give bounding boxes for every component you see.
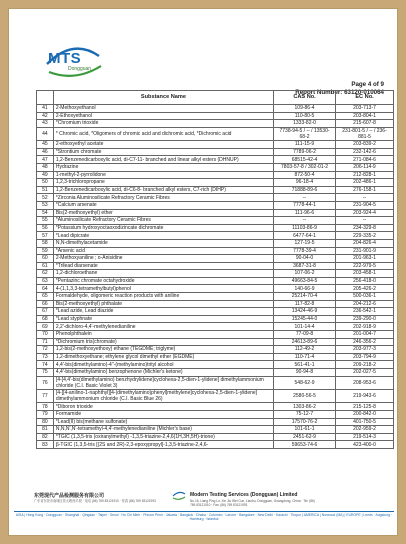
table-row xyxy=(37,300,394,308)
row-number: 49 xyxy=(37,171,54,179)
table-row xyxy=(37,369,394,377)
ec-number: 202-959-2 xyxy=(336,426,394,434)
table-row xyxy=(37,194,394,202)
cas-number: 7778-39-4 xyxy=(274,247,336,255)
table-row xyxy=(37,209,394,217)
row-number: 61 xyxy=(37,262,54,270)
table-row xyxy=(37,232,394,240)
header-substance: Substance Name xyxy=(53,91,273,105)
table-row xyxy=(37,171,394,179)
ec-number: 271-084-6 xyxy=(336,156,394,164)
substance-name: 2,2'-dichloro-4,4'-methylenedianiline xyxy=(53,323,273,331)
table-row xyxy=(37,433,394,441)
row-number: 56 xyxy=(37,224,54,232)
ec-number: 215-607-8 xyxy=(336,120,394,128)
footer-company-en: Modern Testing Services (Dongguan) Limited xyxy=(190,492,298,498)
table-row xyxy=(37,186,394,194)
table-row xyxy=(37,376,394,389)
substance-name: 1,2-dichloroethane xyxy=(53,270,273,278)
row-number: 41 xyxy=(37,105,54,113)
table-row xyxy=(37,255,394,263)
cas-number: 872-50-4 xyxy=(274,171,336,179)
cas-number: 75-12-7 xyxy=(274,411,336,419)
cas-number: 71888-89-6 xyxy=(274,186,336,194)
cas-number: 15245-44-0 xyxy=(274,315,336,323)
row-number: 51 xyxy=(37,186,54,194)
cas-number: 110-71-4 xyxy=(274,353,336,361)
ec-number: 236-542-1 xyxy=(336,308,394,316)
row-number: 60 xyxy=(37,255,54,263)
row-number: 79 xyxy=(37,411,54,419)
cas-number: 6477-64-1 xyxy=(274,232,336,240)
table-row xyxy=(37,426,394,434)
ec-number: 231-904-5 xyxy=(336,201,394,209)
cas-number: 2451-62-9 xyxy=(274,433,336,441)
report-number: Report Number: 63120-010064 xyxy=(295,88,384,96)
ec-number: 246-356-2 xyxy=(336,338,394,346)
row-number: 83 xyxy=(37,441,54,449)
ec-number: 201-004-7 xyxy=(336,331,394,339)
table-header-row xyxy=(37,91,394,105)
table-row xyxy=(37,323,394,331)
table-row xyxy=(37,390,394,403)
footer-offices: ASIA | Hong Kong · Dongguan · Shanghai · Qingdao · Taipei · Seoul · Ho Chi Minh · Phnom Penh · Jakarta · Bangkok · Dhaka · Colombo · Lahore · Bangalore · New Delhi · Karachi · Tirupur | AMERICA | Norwood (MA) | EUROPE | Leeds · Augsburg · Hamburg · Istanbul xyxy=(15,513,393,522)
table-row xyxy=(37,441,394,449)
cas-number: 13424-46-9 xyxy=(274,308,336,316)
substance-name: *Diboron trioxide xyxy=(53,403,273,411)
cas-number: 49663-84-5 xyxy=(274,277,336,285)
header-cas: CAS No. xyxy=(274,91,336,105)
cas-number: 68515-42-4 xyxy=(274,156,336,164)
table-row xyxy=(37,315,394,323)
ec-number: 401-750-5 xyxy=(336,418,394,426)
row-number: 76 xyxy=(37,376,54,389)
substance-name: N,N-dimethylacetamide xyxy=(53,239,273,247)
substance-name: 1,2-Benzenedicarboxylic acid, di-C7-11- branched and linear alkyl esters (DHNUP) xyxy=(53,156,273,164)
row-number: 46 xyxy=(37,148,54,156)
row-number: 48 xyxy=(37,163,54,171)
footer-logo-icon xyxy=(172,490,186,500)
row-number: 65 xyxy=(37,293,54,301)
substance-name: 2-Ethoxyethanol xyxy=(53,112,273,120)
ec-number: 203-804-1 xyxy=(336,112,394,120)
row-number: 58 xyxy=(37,239,54,247)
substance-name: Hydrazine xyxy=(53,163,273,171)
ec-number: 256-418-0 xyxy=(336,277,394,285)
table-row xyxy=(37,148,394,156)
cas-number: 111-96-6 xyxy=(274,209,336,217)
row-number: 74 xyxy=(37,361,54,369)
cas-number: 111-15-9 xyxy=(274,141,336,149)
cas-number: 110-80-5 xyxy=(274,112,336,120)
table-row xyxy=(37,262,394,270)
row-number: 66 xyxy=(37,300,54,308)
substance-name: [4-[[4-anilino-1-naphthyl][4-(dimethylamino)phenyl]methylene]cyclohexa-2,5-dien-1-ylidene] dimethylammonium chloride (C.I. Basic Blue 26) xyxy=(53,390,273,403)
ec-number: 231-901-9 xyxy=(336,247,394,255)
cas-number: 77-09-8 xyxy=(274,331,336,339)
cas-number: 117-82-8 xyxy=(274,300,336,308)
substance-name: 1,2-Benzenedicarboxylic acid, di-C6-8- branched alkyl esters, C7-rich (DIHP) xyxy=(53,186,273,194)
ec-number: 219-514-3 xyxy=(336,433,394,441)
cas-number: 127-19-5 xyxy=(274,239,336,247)
page-number: Page 4 of 9 xyxy=(351,81,384,88)
substance-name: *Chromium trioxide xyxy=(53,120,273,128)
ec-number: 423-400-0 xyxy=(336,441,394,449)
ec-number: 212-828-1 xyxy=(336,171,394,179)
substance-name: 2-Methoxyaniline ; o-Anisidine xyxy=(53,255,273,263)
table-body xyxy=(37,105,394,449)
row-number: 53 xyxy=(37,201,54,209)
row-number: 77 xyxy=(37,390,54,403)
logo-subtitle: Dongguan xyxy=(68,66,92,72)
cas-number: 112-49-2 xyxy=(274,346,336,354)
row-number: 57 xyxy=(37,232,54,240)
ec-number: 215-125-8 xyxy=(336,403,394,411)
row-number: 59 xyxy=(37,247,54,255)
row-number: 44 xyxy=(37,127,54,140)
cas-number: 11103-86-9 xyxy=(274,224,336,232)
ec-number: 206-114-9 xyxy=(336,163,394,171)
substance-table xyxy=(36,90,394,449)
ec-number: 500-036-1 xyxy=(336,293,394,301)
table-row xyxy=(37,346,394,354)
ec-number: 202-486-1 xyxy=(336,179,394,187)
substance-name: Formaldehyde, oligomeric reaction products with aniline xyxy=(53,293,273,301)
table-row xyxy=(37,308,394,316)
substance-name: * Chromic acid, *Oligomers of chromic acid and dichromic acid, *Dichromic acid xyxy=(53,127,273,140)
cas-number: 24613-89-6 xyxy=(274,338,336,346)
row-number: 82 xyxy=(37,433,54,441)
row-number: 55 xyxy=(37,217,54,225)
cas-number: 101-14-4 xyxy=(274,323,336,331)
substance-name: Bis(2-methoxyethyl) phthalate xyxy=(53,300,273,308)
row-number: 42 xyxy=(37,112,54,120)
cas-number: 25214-70-4 xyxy=(274,293,336,301)
ec-number: 222-979-5 xyxy=(336,262,394,270)
substance-name: 1,2-bis(2-methoxyethoxy) ethane (TEGDME; triglyme) xyxy=(53,346,273,354)
ec-number: 231-801-5 / -- / 236-881-5 xyxy=(336,127,394,140)
table-row xyxy=(37,239,394,247)
table-row xyxy=(37,201,394,209)
table-row xyxy=(37,418,394,426)
substance-name: 4,4'-bis(dimethylamino) benzophenone (Michler's ketone) xyxy=(53,369,273,377)
ec-number: 209-218-2 xyxy=(336,361,394,369)
ec-number: 208-953-6 xyxy=(336,376,394,389)
ec-number: 204-212-6 xyxy=(336,300,394,308)
substance-name: 4-(1,1,3,3-tetramethylbutyl)phenol xyxy=(53,285,273,293)
table-row xyxy=(37,127,394,140)
cas-number: 17570-76-2 xyxy=(274,418,336,426)
substance-name: *Dichromium tris(chromate) xyxy=(53,338,273,346)
cas-number: 1303-86-2 xyxy=(274,403,336,411)
substance-name: *Trilead diarsenate xyxy=(53,262,273,270)
substance-name: 1-methyl-2-pyrrolidone xyxy=(53,171,273,179)
substance-name: Bis(2-methoxyethyl) ether xyxy=(53,209,273,217)
substance-name: N,N,N',N'-tetramethyl-4,4'-methylenedianiline (Michler's base) xyxy=(53,426,273,434)
table-row xyxy=(37,224,394,232)
substance-name: 4,4'-bis(dimethylamino)-4''-(methylamino)trityl alcohol xyxy=(53,361,273,369)
ec-number: 202-918-9 xyxy=(336,323,394,331)
cas-number: 7778-44-1 xyxy=(274,201,336,209)
cas-number: 7803-57-8 / 302-01-2 xyxy=(274,163,336,171)
substance-name: 1,2,3-trichloropropane xyxy=(53,179,273,187)
ec-number: 205-426-2 xyxy=(336,285,394,293)
table-row xyxy=(37,338,394,346)
substance-name: *Zirconia Aluminosilicate Refractory Ceramic Fibres xyxy=(53,194,273,202)
cas-number: 101-61-1 xyxy=(274,426,336,434)
row-number: 47 xyxy=(37,156,54,164)
row-number: 78 xyxy=(37,403,54,411)
ec-number: 203-977-3 xyxy=(336,346,394,354)
table-row xyxy=(37,247,394,255)
header-no xyxy=(37,91,54,105)
cas-number: 548-62-9 xyxy=(274,376,336,389)
row-number: 45 xyxy=(37,141,54,149)
substance-name: Formamide xyxy=(53,411,273,419)
substance-name: 2-Methoxyethanol xyxy=(53,105,273,113)
table-row xyxy=(37,285,394,293)
table-row xyxy=(37,270,394,278)
ec-number: 229-335-2 xyxy=(336,232,394,240)
table-row xyxy=(37,163,394,171)
substance-name: 2-ethoxyethyl acetate xyxy=(53,141,273,149)
substance-name: [4-[4,4'-bis(dimethylamino) benzhydrylidene]cyclohexa-2,5-dien-1-ylidene] dimethylammonium chloride (C.I. Basic Violet 3) xyxy=(53,376,273,389)
substance-name: Phenolphthalein xyxy=(53,331,273,339)
substance-name: *Lead(II) bis(methane sulfonate) xyxy=(53,418,273,426)
table-row xyxy=(37,217,394,225)
ec-number: -- xyxy=(336,217,394,225)
row-number: 72 xyxy=(37,346,54,354)
ec-number: 203-713-7 xyxy=(336,105,394,113)
row-number: 80 xyxy=(37,418,54,426)
cas-number: 3687-31-8 xyxy=(274,262,336,270)
ec-number: 232-142-6 xyxy=(336,148,394,156)
substance-name: *Calcium arsenate xyxy=(53,201,273,209)
cas-number: 2580-56-5 xyxy=(274,390,336,403)
table-row xyxy=(37,403,394,411)
ec-number: 203-924-4 xyxy=(336,209,394,217)
substance-name: *Lead dipicrate xyxy=(53,232,273,240)
cas-number: 90-94-8 xyxy=(274,369,336,377)
table-row xyxy=(37,411,394,419)
header-ec: EC No. xyxy=(336,91,394,105)
substance-name: *Arsenic acid xyxy=(53,247,273,255)
row-number: 73 xyxy=(37,353,54,361)
row-number: 54 xyxy=(37,209,54,217)
table-row xyxy=(37,353,394,361)
substance-name: *TGIC (1,3,5-tris (oxiranylmethyl) -1,3,5-triazine-2,4,6(1H,3H,5H)-trione) xyxy=(53,433,273,441)
cas-number: 107-06-2 xyxy=(274,270,336,278)
ec-number: 234-329-8 xyxy=(336,224,394,232)
cas-number: -- xyxy=(274,217,336,225)
substance-name: *Lead styphnate xyxy=(53,315,273,323)
row-number: 52 xyxy=(37,194,54,202)
ec-number: 201-963-1 xyxy=(336,255,394,263)
row-number: 64 xyxy=(37,285,54,293)
row-number: 63 xyxy=(37,277,54,285)
substance-name: *Potassium hydroxyoctaoxodizincate dichromate xyxy=(53,224,273,232)
cas-number: 96-18-4 xyxy=(274,179,336,187)
table-row xyxy=(37,361,394,369)
row-number: 67 xyxy=(37,308,54,316)
table-row xyxy=(37,331,394,339)
ec-number: 203-458-1 xyxy=(336,270,394,278)
substance-name: 1,2-dimethoxyethane; ethylene glycol dimethyl ether (EGDME) xyxy=(53,353,273,361)
substance-name: *Lead azide, Lead diazide xyxy=(53,308,273,316)
cas-number: 561-41-1 xyxy=(274,361,336,369)
ec-number: 204-826-4 xyxy=(336,239,394,247)
footer-address-cn: 广东省东莞市南城区莞太路西平段 · 电话 (86) 769 83121910 · 传真 (86) 769 83121993 xyxy=(34,499,156,503)
cas-number: 1333-82-0 xyxy=(274,120,336,128)
row-number: 75 xyxy=(37,369,54,377)
cas-number: 109-86-4 xyxy=(274,105,336,113)
footer-company-cn: 东莞现代产品检测服务有限公司 xyxy=(34,493,105,499)
cas-number: -- xyxy=(274,194,336,202)
row-number: 50 xyxy=(37,179,54,187)
row-number: 68 xyxy=(37,315,54,323)
substance-name: *Pentazinc chromate octahydroxide xyxy=(53,277,273,285)
cas-number: 7789-06-2 xyxy=(274,148,336,156)
row-number: 71 xyxy=(37,338,54,346)
row-number: 62 xyxy=(37,270,54,278)
row-number: 81 xyxy=(37,426,54,434)
ec-number: 203-794-9 xyxy=(336,353,394,361)
row-number: 43 xyxy=(37,120,54,128)
substance-name: *Aluminosilicate Refractory Ceramic Fibres xyxy=(53,217,273,225)
cas-number: 140-66-9 xyxy=(274,285,336,293)
table-row xyxy=(37,179,394,187)
ec-number: 202-027-5 xyxy=(336,369,394,377)
row-number: 70 xyxy=(37,331,54,339)
cas-number: 59653-74-6 xyxy=(274,441,336,449)
table-row xyxy=(37,156,394,164)
ec-number: 219-943-6 xyxy=(336,390,394,403)
substance-name: *Strontium chromate xyxy=(53,148,273,156)
table-row xyxy=(37,141,394,149)
cas-number: 90-04-0 xyxy=(274,255,336,263)
table-row xyxy=(37,112,394,120)
ec-number: 276-158-1 xyxy=(336,186,394,194)
table-row xyxy=(37,293,394,301)
ec-number: 239-290-0 xyxy=(336,315,394,323)
table-row xyxy=(37,277,394,285)
ec-number: -- xyxy=(336,194,394,202)
row-number: 69 xyxy=(37,323,54,331)
footer-divider xyxy=(14,511,394,512)
ec-number: 200-842-0 xyxy=(336,411,394,419)
table-row xyxy=(37,105,394,113)
ec-number: 203-839-2 xyxy=(336,141,394,149)
substance-name: β-TGIC (1,3,5-tris [(2S and 2R)-2,3-epoxypropyl]-1,3,5-triazine-2,4,6- xyxy=(53,441,273,449)
table-row xyxy=(37,120,394,128)
footer-address-en: No.16, Liang Ping Lu, Xin Jiu Wei Cun, Liaobu, Dongguan, Guangdong, China · Tel: (86) 769 83121910 · Fax: (86) 769 83121993 xyxy=(190,499,315,507)
logo-text: MTS xyxy=(48,50,82,67)
cas-number: 7738-94-5 / -- / 13530-68-2 xyxy=(274,127,336,140)
